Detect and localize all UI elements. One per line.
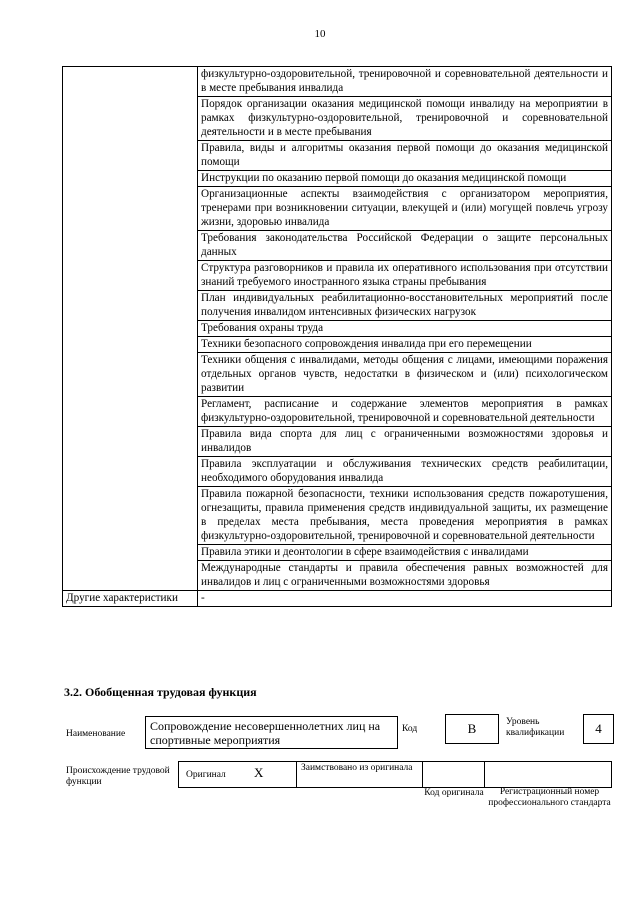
knowledge-item: Правила эксплуатации и обслуживания технических средств реабилитации, необходимого оборудования инвалида	[198, 457, 612, 487]
knowledge-item: Требования охраны труда	[198, 321, 612, 337]
original-label: Оригинал	[186, 770, 226, 780]
table-row	[63, 67, 612, 97]
knowledge-item: Порядок организации оказания медицинской помощи инвалиду на мероприятии в рамках физкультурно-оздоровительной, тренировочной и соревновательной деятельности и в месте пребывания	[198, 97, 612, 141]
table-left-cell	[63, 67, 198, 591]
level-value: 4	[583, 714, 614, 744]
code-value: В	[445, 714, 499, 744]
name-label: Наименование	[66, 729, 126, 739]
origin-divider-1	[296, 761, 297, 788]
knowledge-item: План индивидуальных реабилитационно-восстановительных мероприятий после получения инвалидом интенсивных физических нагрузок	[198, 291, 612, 321]
knowledge-item: Регламент, расписание и содержание элементов мероприятия в рамках физкультурно-оздоровительной, тренировочной и соревновательной деятельности	[198, 397, 612, 427]
original-mark: Х	[254, 765, 264, 780]
knowledge-item: физкультурно-оздоровительной, тренировочной и соревновательной деятельности и в месте пребывания инвалида	[198, 67, 612, 97]
section-heading: 3.2. Обобщенная трудовая функция	[64, 685, 257, 699]
knowledge-item: Организационные аспекты взаимодействия с организатором мероприятия, тренерами при возникновении ситуации, влекущей и (или) могущей повлечь угрозу жизни, здоровью инвалида	[198, 187, 612, 231]
other-characteristics-value: -	[198, 591, 612, 607]
name-value: Сопровождение несовершеннолетних лиц на спортивные мероприятия	[145, 716, 398, 749]
borrowed-label: Заимствовано из оригинала	[301, 763, 413, 773]
level-label: Уровень квалификации	[506, 717, 565, 738]
page-number: 10	[314, 28, 326, 40]
code-label: Код	[402, 724, 418, 734]
knowledge-item: Структура разговорников и правила их оперативного использования при отсутствии знаний требуемого иностранного языка страны пребывания	[198, 261, 612, 291]
origin-divider-2	[422, 761, 423, 788]
knowledge-table	[62, 66, 612, 607]
table-row-other	[63, 591, 612, 607]
knowledge-item: Требования законодательства Российской Федерации о защите персональных данных	[198, 231, 612, 261]
knowledge-item: Техники безопасного сопровождения инвалида при его перемещении	[198, 337, 612, 353]
origin-divider-3	[484, 761, 485, 788]
code-original-caption: Код оригинала	[424, 788, 484, 798]
knowledge-item: Правила, виды и алгоритмы оказания первой помощи до оказания медицинской помощи	[198, 141, 612, 171]
other-characteristics-label: Другие характеристики	[63, 591, 198, 607]
knowledge-item: Правила этики и деонтологии в сфере взаимодействия с инвалидами	[198, 545, 612, 561]
knowledge-item: Правила вида спорта для лиц с ограниченными возможностями здоровья и инвалидов	[198, 427, 612, 457]
origin-label: Происхождение трудовой функции	[66, 766, 170, 787]
reg-number-caption: Регистрационный номер профессионального стандарта	[488, 787, 611, 808]
knowledge-item: Инструкции по оказанию первой помощи до оказания медицинской помощи	[198, 171, 612, 187]
knowledge-item: Правила пожарной безопасности, техники использования средств пожаротушения, огнезащиты, правила применения средств индивидуальной защиты, их размещение в пределах места пребывания, места проведения мероприятия в рамках физкультурно-оздоровительной, тренировочной и соревновательной деятельности	[198, 487, 612, 545]
knowledge-item: Техники общения с инвалидами, методы общения с лицами, имеющими поражения отдельных органов чувств, недостатки в физическом и (или) психологическом развитии	[198, 353, 612, 397]
knowledge-item: Международные стандарты и правила обеспечения равных возможностей для инвалидов и лиц с ограниченными возможностями здоровья	[198, 561, 612, 591]
